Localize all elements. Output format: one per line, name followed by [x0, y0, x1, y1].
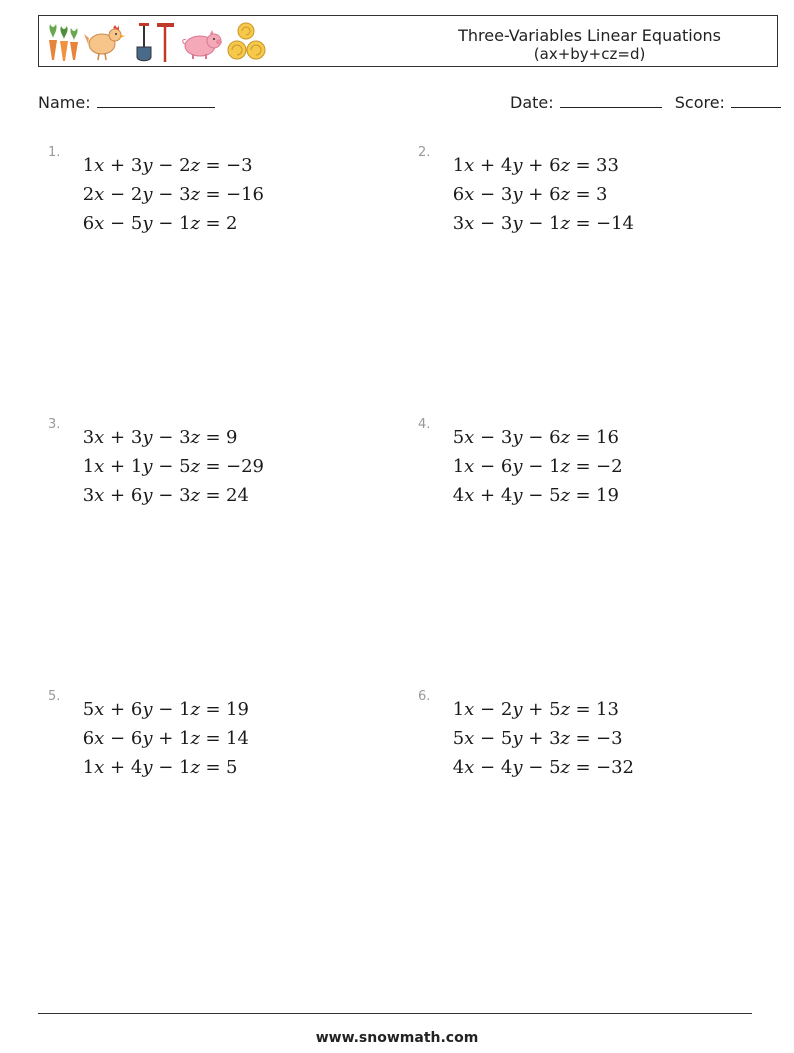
- score-label: Score:: [674, 93, 725, 112]
- operator-1: −: [480, 184, 496, 205]
- coef-b: 4: [500, 485, 513, 506]
- equation-lhs: [72, 184, 200, 205]
- var-z: z: [560, 757, 570, 778]
- coef-a: 2: [82, 184, 95, 205]
- equation: [442, 151, 634, 180]
- var-x: x: [464, 184, 475, 205]
- equation: [442, 180, 634, 209]
- var-z: z: [190, 485, 200, 506]
- operator-1: −: [480, 699, 496, 720]
- var-z: z: [190, 757, 200, 778]
- var-z: z: [560, 485, 570, 506]
- var-y: y: [142, 213, 153, 234]
- coef-b: 4: [500, 155, 513, 176]
- score-blank-line[interactable]: [731, 93, 781, 108]
- equation-system: [442, 151, 634, 238]
- coef-c: 1: [179, 699, 191, 720]
- var-y: y: [142, 456, 153, 477]
- chicken-icon: [84, 25, 125, 60]
- operator-2: −: [158, 757, 174, 778]
- equation-lhs: [72, 427, 200, 448]
- var-x: x: [464, 456, 475, 477]
- var-y: y: [142, 427, 153, 448]
- operator-2: +: [528, 728, 544, 749]
- equation: [72, 695, 249, 724]
- var-x: x: [94, 155, 105, 176]
- equation-lhs: [72, 728, 200, 749]
- date-score-fields: [510, 93, 781, 112]
- operator-1: −: [110, 184, 126, 205]
- equals-sign: =: [575, 427, 591, 448]
- equation: [72, 180, 264, 209]
- operator-1: −: [480, 427, 496, 448]
- worksheet-title: Three-Variables Linear Equations: [458, 26, 721, 45]
- header-icons: [44, 20, 274, 64]
- var-x: x: [464, 155, 475, 176]
- var-z: z: [560, 213, 570, 234]
- coef-a: 1: [452, 699, 465, 720]
- equation-system: [72, 423, 264, 510]
- operator-2: +: [528, 184, 544, 205]
- operator-1: −: [480, 757, 496, 778]
- equation-rhs: 33: [596, 155, 619, 176]
- coef-b: 6: [130, 728, 143, 749]
- coef-c: 6: [549, 184, 561, 205]
- coef-a: 1: [452, 155, 465, 176]
- operator-2: −: [158, 485, 174, 506]
- var-y: y: [142, 699, 153, 720]
- coef-c: 5: [549, 757, 561, 778]
- equation: [442, 481, 623, 510]
- var-x: x: [94, 757, 105, 778]
- coef-a: 5: [82, 699, 95, 720]
- var-z: z: [560, 427, 570, 448]
- equation-lhs: [442, 213, 570, 234]
- var-y: y: [142, 155, 153, 176]
- equation-rhs: 14: [226, 728, 249, 749]
- coef-c: 1: [549, 213, 561, 234]
- coef-b: 3: [130, 427, 143, 448]
- equation: [442, 209, 634, 238]
- rake-icon: [157, 23, 174, 62]
- equation: [72, 423, 264, 452]
- var-z: z: [560, 728, 570, 749]
- equation-rhs: 24: [226, 485, 249, 506]
- equals-sign: =: [575, 728, 591, 749]
- coef-a: 6: [82, 213, 95, 234]
- equation: [72, 151, 264, 180]
- operator-2: −: [158, 699, 174, 720]
- equals-sign: =: [575, 485, 591, 506]
- var-y: y: [512, 699, 523, 720]
- shovel-icon: [137, 23, 151, 61]
- coef-a: 3: [452, 213, 465, 234]
- equals-sign: =: [575, 155, 591, 176]
- equation: [72, 209, 264, 238]
- operator-1: −: [110, 213, 126, 234]
- operator-2: −: [528, 213, 544, 234]
- problem-number: 4.: [418, 417, 431, 432]
- equation-lhs: [72, 155, 200, 176]
- var-z: z: [190, 728, 200, 749]
- operator-1: −: [480, 213, 496, 234]
- hay-bales-icon: [228, 23, 265, 59]
- equation-lhs: [442, 728, 570, 749]
- problem-number: 6.: [418, 689, 431, 704]
- var-z: z: [560, 456, 570, 477]
- coef-c: 1: [179, 213, 191, 234]
- equation-rhs: 16: [596, 427, 619, 448]
- coef-c: 6: [549, 155, 561, 176]
- equation-rhs: 9: [226, 427, 238, 448]
- var-x: x: [94, 728, 105, 749]
- var-y: y: [512, 485, 523, 506]
- coef-c: 2: [179, 155, 191, 176]
- operator-2: +: [158, 728, 174, 749]
- operator-2: −: [158, 456, 174, 477]
- var-z: z: [190, 213, 200, 234]
- var-z: z: [190, 155, 200, 176]
- carrots-icon: [49, 24, 78, 61]
- equation-rhs: −3: [226, 155, 253, 176]
- coef-c: 5: [549, 699, 561, 720]
- operator-1: −: [480, 456, 496, 477]
- coef-a: 6: [82, 728, 95, 749]
- operator-1: +: [110, 456, 126, 477]
- equals-sign: =: [575, 184, 591, 205]
- var-x: x: [94, 699, 105, 720]
- coef-a: 1: [82, 456, 95, 477]
- equation-lhs: [442, 485, 570, 506]
- coef-c: 3: [179, 184, 191, 205]
- operator-2: −: [528, 485, 544, 506]
- coef-a: 4: [452, 757, 465, 778]
- equation-lhs: [72, 213, 200, 234]
- footer-website: www.snowmath.com: [315, 1030, 479, 1046]
- var-z: z: [190, 699, 200, 720]
- operator-2: −: [528, 456, 544, 477]
- equation-rhs: −16: [226, 184, 264, 205]
- equals-sign: =: [205, 485, 221, 506]
- coef-b: 6: [500, 456, 513, 477]
- coef-b: 3: [500, 213, 513, 234]
- coef-c: 6: [549, 427, 561, 448]
- equation-lhs: [442, 155, 570, 176]
- problem-number: 2.: [418, 145, 431, 160]
- coef-b: 4: [500, 757, 513, 778]
- coef-a: 5: [452, 427, 465, 448]
- operator-2: −: [158, 184, 174, 205]
- coef-b: 6: [130, 699, 143, 720]
- coef-a: 1: [82, 757, 95, 778]
- coef-b: 3: [130, 155, 143, 176]
- operator-1: +: [110, 155, 126, 176]
- var-x: x: [94, 427, 105, 448]
- coef-c: 5: [549, 485, 561, 506]
- var-y: y: [512, 184, 523, 205]
- name-field: [38, 93, 215, 112]
- equals-sign: =: [205, 184, 221, 205]
- coef-b: 6: [130, 485, 143, 506]
- problem-number: 3.: [48, 417, 61, 432]
- equation-lhs: [442, 456, 570, 477]
- equation: [442, 452, 623, 481]
- operator-2: −: [158, 155, 174, 176]
- equals-sign: =: [205, 757, 221, 778]
- equation: [442, 724, 634, 753]
- coef-b: 4: [130, 757, 143, 778]
- equation-lhs: [442, 699, 570, 720]
- var-y: y: [512, 728, 523, 749]
- problem-number: 5.: [48, 689, 61, 704]
- operator-1: +: [480, 155, 496, 176]
- var-x: x: [464, 728, 475, 749]
- equation-lhs: [442, 757, 570, 778]
- equals-sign: =: [575, 456, 591, 477]
- coef-a: 1: [82, 155, 95, 176]
- equation-lhs: [72, 699, 200, 720]
- var-y: y: [512, 456, 523, 477]
- var-y: y: [142, 485, 153, 506]
- equation: [72, 481, 264, 510]
- coef-b: 3: [500, 427, 513, 448]
- var-x: x: [464, 699, 475, 720]
- equation-system: [72, 695, 249, 782]
- var-z: z: [560, 155, 570, 176]
- var-z: z: [560, 699, 570, 720]
- operator-1: +: [480, 485, 496, 506]
- var-x: x: [94, 485, 105, 506]
- coef-c: 1: [179, 728, 191, 749]
- problem-number: 1.: [48, 145, 61, 160]
- coef-c: 3: [549, 728, 561, 749]
- coef-a: 6: [452, 184, 465, 205]
- equation-lhs: [72, 456, 200, 477]
- operator-2: −: [158, 427, 174, 448]
- var-z: z: [560, 184, 570, 205]
- coef-b: 2: [130, 184, 143, 205]
- var-y: y: [512, 427, 523, 448]
- var-z: z: [190, 184, 200, 205]
- equation: [72, 753, 249, 782]
- worksheet-title-block: [458, 26, 721, 64]
- date-blank-line[interactable]: [560, 93, 662, 108]
- coef-b: 5: [500, 728, 513, 749]
- operator-2: −: [528, 757, 544, 778]
- var-x: x: [464, 757, 475, 778]
- equals-sign: =: [205, 155, 221, 176]
- var-x: x: [94, 213, 105, 234]
- name-label: Name:: [38, 93, 91, 112]
- equals-sign: =: [575, 699, 591, 720]
- equation-system: [72, 151, 264, 238]
- equation-rhs: −2: [596, 456, 623, 477]
- var-z: z: [190, 427, 200, 448]
- equation-lhs: [72, 485, 200, 506]
- equation-rhs: 2: [226, 213, 238, 234]
- equals-sign: =: [205, 728, 221, 749]
- equation-lhs: [442, 427, 570, 448]
- pig-icon: [183, 30, 222, 59]
- coef-a: 3: [82, 427, 95, 448]
- worksheet-header: [38, 15, 778, 67]
- coef-a: 1: [452, 456, 465, 477]
- equals-sign: =: [205, 213, 221, 234]
- name-blank-line[interactable]: [97, 93, 215, 108]
- equation-lhs: [72, 757, 200, 778]
- operator-2: −: [528, 427, 544, 448]
- operator-1: +: [110, 485, 126, 506]
- coef-c: 3: [179, 427, 191, 448]
- equation-rhs: 5: [226, 757, 238, 778]
- equals-sign: =: [575, 213, 591, 234]
- var-x: x: [94, 184, 105, 205]
- equals-sign: =: [575, 757, 591, 778]
- equals-sign: =: [205, 427, 221, 448]
- date-label: Date:: [510, 93, 554, 112]
- coef-b: 3: [500, 184, 513, 205]
- var-z: z: [190, 456, 200, 477]
- equation-lhs: [442, 184, 570, 205]
- coef-c: 5: [179, 456, 191, 477]
- equation-rhs: 13: [596, 699, 619, 720]
- operator-1: −: [480, 728, 496, 749]
- equation-rhs: 19: [596, 485, 619, 506]
- equals-sign: =: [205, 456, 221, 477]
- var-y: y: [142, 728, 153, 749]
- coef-c: 3: [179, 485, 191, 506]
- coef-b: 1: [130, 456, 143, 477]
- coef-c: 1: [549, 456, 561, 477]
- worksheet-subtitle: (ax+by+cz=d): [533, 45, 646, 63]
- var-x: x: [464, 213, 475, 234]
- equation-rhs: −29: [226, 456, 264, 477]
- equation: [442, 753, 634, 782]
- var-y: y: [512, 757, 523, 778]
- equation-system: [442, 423, 623, 510]
- operator-1: −: [110, 728, 126, 749]
- equation-rhs: −32: [596, 757, 634, 778]
- operator-1: +: [110, 699, 126, 720]
- equation-system: [442, 695, 634, 782]
- var-y: y: [512, 155, 523, 176]
- coef-a: 3: [82, 485, 95, 506]
- equation: [72, 452, 264, 481]
- operator-1: +: [110, 757, 126, 778]
- var-y: y: [142, 757, 153, 778]
- coef-c: 1: [179, 757, 191, 778]
- var-x: x: [94, 456, 105, 477]
- var-x: x: [464, 485, 475, 506]
- var-x: x: [464, 427, 475, 448]
- coef-b: 2: [500, 699, 513, 720]
- coef-b: 5: [130, 213, 143, 234]
- var-y: y: [142, 184, 153, 205]
- equation: [442, 695, 634, 724]
- footer-divider: [38, 1013, 752, 1014]
- equation-rhs: 19: [226, 699, 249, 720]
- var-y: y: [512, 213, 523, 234]
- operator-1: +: [110, 427, 126, 448]
- coef-a: 4: [452, 485, 465, 506]
- equation: [442, 423, 623, 452]
- operator-2: +: [528, 155, 544, 176]
- equals-sign: =: [205, 699, 221, 720]
- equation-rhs: −3: [596, 728, 623, 749]
- coef-a: 5: [452, 728, 465, 749]
- operator-2: +: [528, 699, 544, 720]
- equation-rhs: −14: [596, 213, 634, 234]
- equation: [72, 724, 249, 753]
- operator-2: −: [158, 213, 174, 234]
- equation-rhs: 3: [596, 184, 608, 205]
